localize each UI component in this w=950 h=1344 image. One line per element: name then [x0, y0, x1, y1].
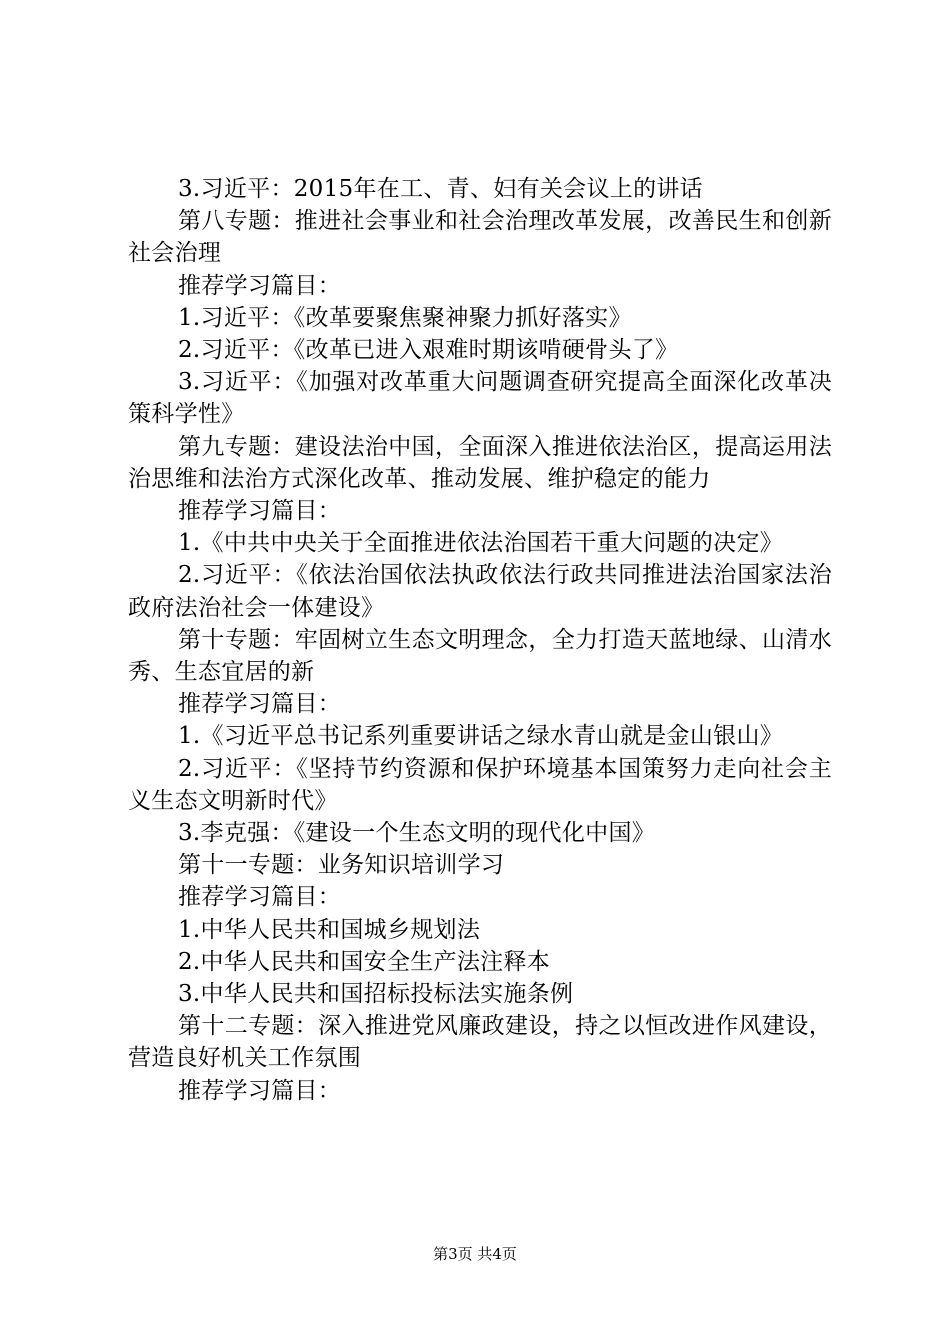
list-item: 2.习近平：《坚持节约资源和保护环境基本国策努力走向社会主义生态文明新时代》: [128, 755, 832, 814]
paragraph: 推荐学习篇目：: [178, 1077, 342, 1104]
list-item: 1.《中共中央关于全面推进依法治国若干重大问题的决定》: [178, 530, 784, 557]
list-item: 3.李克强：《建设一个生态文明的现代化中国》: [178, 820, 656, 847]
paragraph: 3.习近平：2015年在工、青、妇有关会议上的讲话: [178, 176, 703, 202]
list-item: 3.习近平：《加强对改革重大问题调查研究提高全面深化改革决策科学性》: [128, 369, 832, 428]
list-item: 3.中华人民共和国招标投标法实施条例: [178, 981, 574, 1008]
section-heading: 第十专题：牢固树立生态文明理念，全力打造天蓝地绿、山清水秀、生态宜居的新: [128, 626, 832, 686]
list-item: 1.《习近平总书记系列重要讲话之绿水青山就是金山银山》: [178, 723, 784, 750]
list-item: 1.中华人民共和国城乡规划法: [178, 916, 481, 943]
list-item: 1.习近平：《改革要聚焦聚神聚力抓好落实》: [178, 304, 632, 331]
section-heading: 第十二专题：深入推进党风廉政建设，持之以恒改进作风建设，营造良好机关工作氛围: [128, 1013, 832, 1072]
section-heading: 第十一专题：业务知识培训学习: [178, 852, 505, 879]
list-item: 2.中华人民共和国安全生产法注释本: [178, 948, 551, 975]
paragraph: 推荐学习篇目：: [178, 884, 342, 911]
list-item: 2.习近平：《改革已进入艰难时期该啃硬骨头了》: [178, 337, 679, 364]
document-body: [128, 173, 832, 1107]
section-heading: 第九专题：建设法治中国，全面深入推进依法治区，提高运用法治思维和法治方式深化改革、推动发展、维护稳定的能力: [128, 433, 832, 492]
paragraph: 推荐学习篇目：: [178, 691, 342, 718]
page-number-footer: 第3页 共4页: [433, 1245, 517, 1263]
section-heading: 第八专题：推进社会事业和社会治理改革发展，改善民生和创新社会治理: [128, 208, 832, 267]
list-item: 2.习近平：《依法治国依法执政依法行政共同推进法治国家法治政府法治社会一体建设》: [128, 562, 832, 621]
paragraph: 推荐学习篇目：: [178, 498, 342, 525]
paragraph: 推荐学习篇目：: [178, 272, 342, 299]
